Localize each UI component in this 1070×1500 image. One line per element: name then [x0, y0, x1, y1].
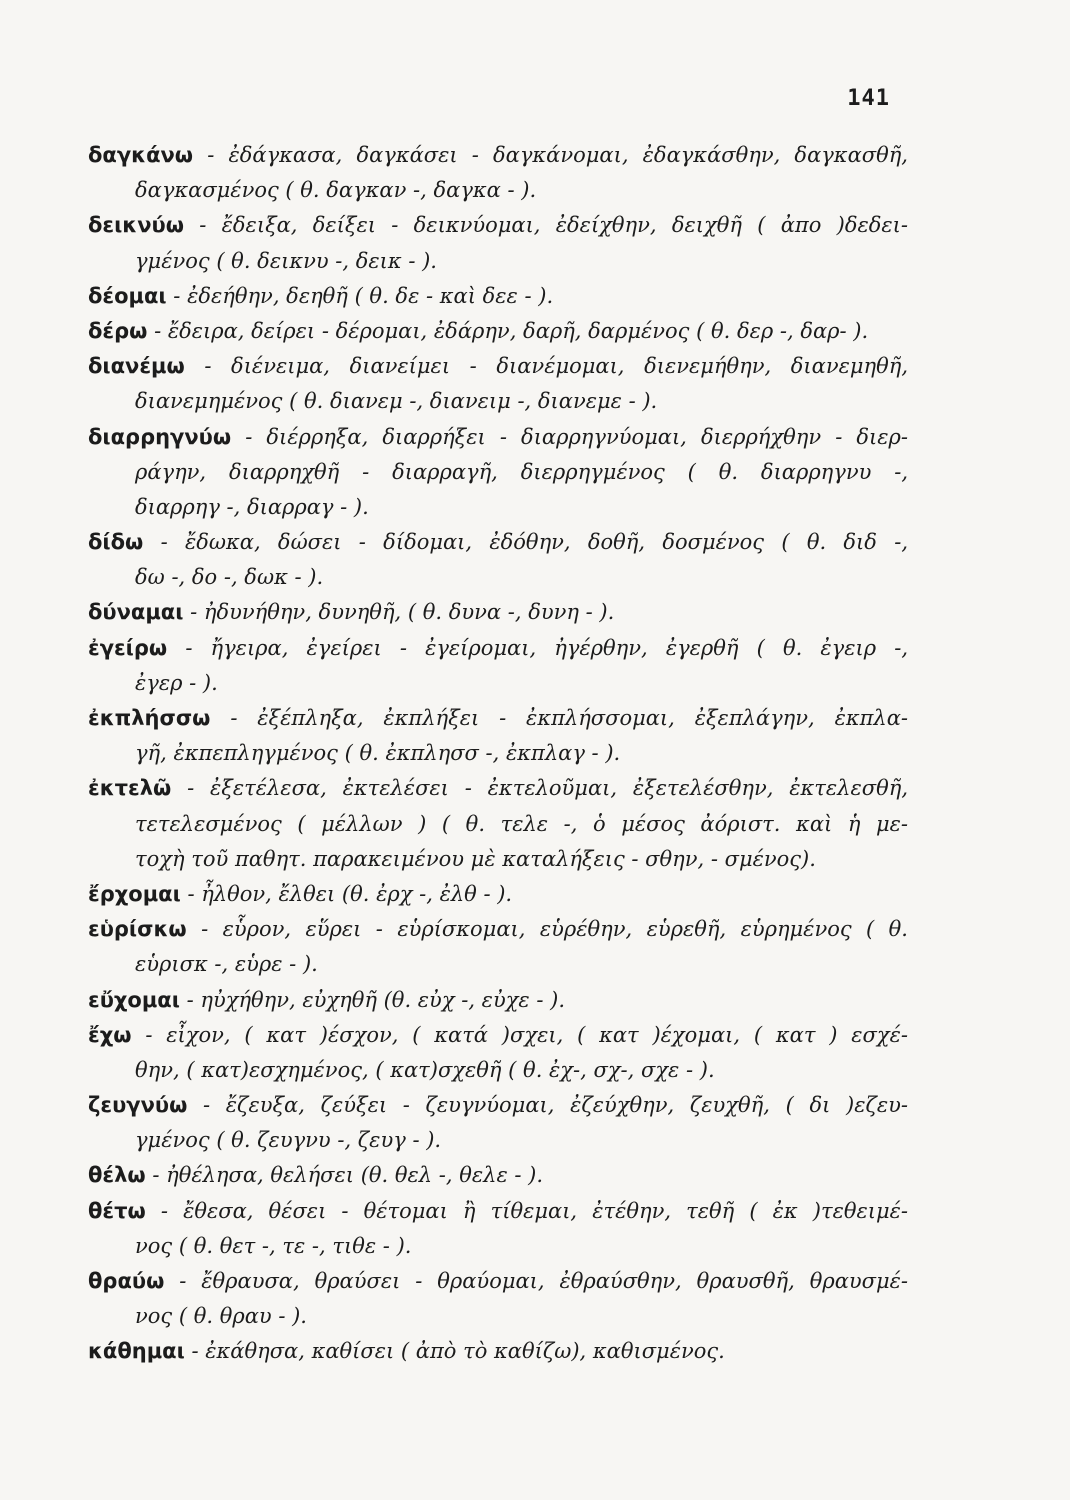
entry-headword: κάθημαι [88, 1339, 185, 1364]
entry-line [88, 279, 908, 314]
entry-line [88, 947, 908, 982]
entry-line [88, 912, 908, 947]
entry-line [88, 1194, 908, 1229]
entry-text: - διένειμα, διανείμει - διανέμομαι, διενεμήθην, διανεμηθῆ, [204, 354, 908, 379]
verb-entry [88, 1334, 908, 1369]
entry-text: διαρρηγ -, διαρραγ - ). [135, 494, 369, 519]
entry-line [88, 560, 908, 595]
entry-line [88, 314, 908, 349]
entry-text: - ἐξετέλεσα, ἐκτελέσει - ἐκτελοῦμαι, ἐξετελέσθην, ἐκτελεσθῆ, [187, 776, 908, 801]
entry-text: γμένος ( θ. δεικνυ -, δεικ - ). [135, 248, 437, 273]
entry-line [88, 525, 908, 560]
entry-headword: θραύω [88, 1269, 165, 1293]
verb-entry [88, 314, 908, 349]
entry-text: - ἦλθον, ἔλθει (θ. ἐρχ -, ἐλθ - ). [187, 881, 513, 906]
entry-text: γῆ, ἐκπεπληγμένος ( θ. ἐκπλησσ -, ἐκπλαγ - ). [135, 741, 621, 766]
entry-headword: διανέμω [88, 354, 185, 379]
entry-line [88, 877, 908, 912]
entry-headword: ἔρχομαι [88, 881, 181, 906]
entry-text: - ἔδειρα, δείρει - δέρομαι, ἐδάρην, δαρῆ, δαρμένος ( θ. δερ -, δαρ- ). [154, 318, 869, 343]
verb-entry [88, 1088, 908, 1158]
verb-entry [88, 595, 908, 630]
entry-line [88, 631, 908, 666]
entry-line [88, 420, 908, 455]
entry-line [88, 1229, 908, 1264]
entry-text: ἐγερ - ). [135, 670, 218, 695]
entry-text: θην, ( κατ)εσχημένος, ( κατ)σχεθῆ ( θ. ἐχ-, σχ-, σχε - ). [135, 1057, 715, 1082]
entry-text: - διέρρηξα, διαρρήξει - διαρρηγνύομαι, διερρήχθην - διερ- [245, 424, 908, 449]
verb-entry [88, 1158, 908, 1193]
verb-entry [88, 208, 908, 278]
entry-headword: εὑρίσκω [88, 917, 187, 942]
verb-entry [88, 631, 908, 701]
verb-entry [88, 877, 908, 912]
entry-text: νος ( θ. θετ -, τε -, τιθε - ). [135, 1233, 412, 1258]
verb-entry [88, 1018, 908, 1088]
entry-line [88, 842, 908, 877]
verb-entry [88, 1264, 908, 1334]
entry-text: - ἐκάθησα, καθίσει ( ἀπὸ τὸ καθίζω), καθισμένος. [191, 1339, 725, 1364]
entry-headword: δέρω [88, 318, 148, 343]
verb-entry [88, 1194, 908, 1264]
entry-headword: δίδω [88, 530, 144, 555]
dictionary-entries [88, 138, 908, 1370]
entry-text: - εἶχον, ( κατ )έσχον, ( κατά )σχει, ( κατ )έχομαι, ( κατ ) εσχέ- [145, 1022, 908, 1047]
entry-line [88, 138, 908, 173]
entry-text: - ἔθραυσα, θραύσει - θραύομαι, ἐθραύσθην, θραυσθῆ, θραυσμέ- [179, 1269, 908, 1293]
entry-text: - ἐδεήθην, δεηθῆ ( θ. δε - καὶ δεε - ). [173, 283, 554, 308]
entry-text: δαγκασμένος ( θ. δαγκαν -, δαγκα - ). [135, 178, 537, 203]
entry-text: - ἐδάγκασα, δαγκάσει - δαγκάνομαι, ἐδαγκάσθην, δαγκασθῆ, [207, 143, 908, 167]
entry-line [88, 1299, 908, 1334]
entry-line [88, 807, 908, 842]
entry-text: - ἠθέλησα, θελήσει (θ. θελ -, θελε - ). [152, 1163, 544, 1188]
entry-text: - ηὐχήθην, εὐχηθῆ (θ. εὐχ -, εὐχε - ). [186, 987, 566, 1012]
entry-headword: δύναμαι [88, 600, 184, 625]
entry-headword: ἔχω [88, 1022, 132, 1047]
entry-text: - ἔδωκα, δώσει - δίδομαι, ἐδόθην, δοθῆ, δοσμένος ( θ. διδ -, [160, 530, 908, 555]
entry-line [88, 349, 908, 384]
entry-line [88, 208, 908, 243]
entry-headword: ζευγνύω [88, 1093, 188, 1118]
entry-line [88, 666, 908, 701]
entry-text: - ἔθεσα, θέσει - θέτομαι ἢ τίθεμαι, ἐτέθην, τεθῆ ( ἐκ )τεθειμέ- [160, 1198, 908, 1223]
entry-line [88, 1123, 908, 1158]
entry-text: δω -, δο -, δωκ - ). [135, 565, 324, 590]
entry-line [88, 736, 908, 771]
entry-line [88, 1018, 908, 1053]
entry-line [88, 595, 908, 630]
entry-text: νος ( θ. θραυ - ). [135, 1304, 307, 1329]
entry-text: - ἤγειρα, ἐγείρει - ἐγείρομαι, ἠγέρθην, ἐγερθῆ ( θ. ἐγειρ -, [185, 635, 908, 660]
entry-line [88, 1264, 908, 1299]
entry-line [88, 455, 908, 490]
entry-headword: δαγκάνω [88, 143, 194, 167]
entry-line [88, 1158, 908, 1193]
entry-headword: ἐγείρω [88, 635, 168, 660]
entry-headword: διαρρηγνύω [88, 424, 232, 449]
verb-entry [88, 525, 908, 595]
entry-headword: θέλω [88, 1163, 146, 1188]
entry-headword: δέομαι [88, 283, 167, 308]
verb-entry [88, 420, 908, 526]
entry-line [88, 1334, 908, 1369]
page-number: 141 [847, 86, 890, 111]
verb-entry [88, 279, 908, 314]
entry-line [88, 701, 908, 736]
entry-headword: θέτω [88, 1198, 146, 1223]
entry-text: τοχὴ τοῦ παθητ. παρακειμένου μὲ καταλήξεις - σθην, - σμένος). [135, 846, 816, 871]
entry-text: γμένος ( θ. ζευγνυ -, ζευγ - ). [135, 1128, 442, 1153]
verb-entry [88, 138, 908, 208]
entry-text: τετελεσμένος ( μέλλων ) ( θ. τελε -, ὁ μέσος ἀόριστ. καὶ ἡ με- [135, 811, 908, 836]
verb-entry [88, 771, 908, 877]
entry-text: - ἔζευξα, ζεύξει - ζευγνύομαι, ἐζεύχθην, ζευχθῆ, ( δι )εζευ- [203, 1093, 908, 1118]
entry-line [88, 983, 908, 1018]
entry-text: ράγην, διαρρηχθῆ - διαρραγῆ, διερρηγμένος ( θ. διαρρηγνυ -, [135, 459, 908, 484]
entry-line [88, 490, 908, 525]
entry-headword: ἐκπλήσσω [88, 706, 211, 730]
entry-line [88, 173, 908, 208]
verb-entry [88, 349, 908, 419]
verb-entry [88, 912, 908, 982]
entry-text: - ἠδυνήθην, δυνηθῆ, ( θ. δυνα -, δυνη - ). [190, 600, 615, 625]
entry-headword: ἐκτελῶ [88, 776, 172, 801]
verb-entry [88, 701, 908, 771]
entry-text: - εὗρον, εὕρει - εὑρίσκομαι, εὑρέθην, εὑρεθῆ, εὑρημένος ( θ. [201, 917, 908, 942]
entry-line [88, 1088, 908, 1123]
entry-headword: δεικνύω [88, 213, 184, 238]
entry-text: εὑρισκ -, εὑρε - ). [135, 952, 318, 977]
verb-entry [88, 983, 908, 1018]
entry-line [88, 771, 908, 806]
entry-line [88, 1053, 908, 1088]
entry-headword: εὔχομαι [88, 987, 180, 1012]
entry-text: διανεμημένος ( θ. διανεμ -, διανειμ -, διανεμε - ). [135, 389, 658, 414]
entry-text: - ἔδειξα, δείξει - δεικνύομαι, ἐδείχθην, δειχθῆ ( ἀπο )δεδει- [199, 213, 908, 238]
entry-line [88, 244, 908, 279]
entry-text: - ἐξέπληξα, ἐκπλήξει - ἐκπλήσσομαι, ἐξεπλάγην, ἐκπλα- [230, 706, 908, 730]
entry-line [88, 384, 908, 419]
